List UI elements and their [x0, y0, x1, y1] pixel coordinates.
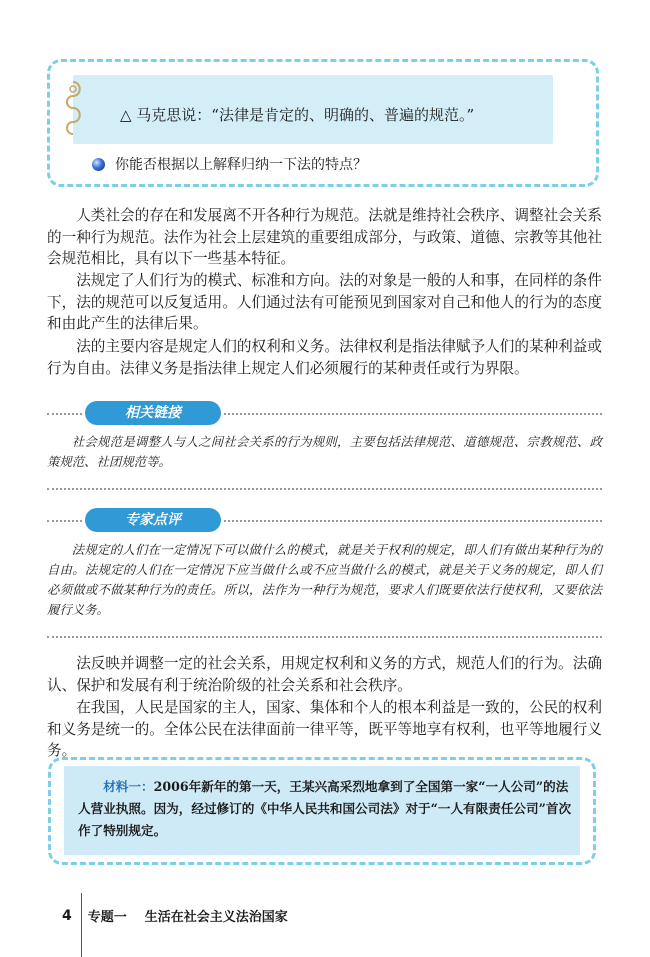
expert-review-tag: 专家点评	[85, 508, 221, 532]
expert-review-text: 法规定的人们在一定情况下可以做什么的模式，就是关于权利的规定，即人们有做出某种行为的自由。法规定的人们在一定情况下应当做什么或不应当做什么的模式，就是关于义务的规定，即人们必须做或不做某种行为的责任。所以，法作为一种行为规范，要求人们既要依法行使权利，又要依法履行义务。	[47, 542, 602, 617]
chapter-title: 生活在社会主义法治国家	[144, 910, 288, 925]
dotted-divider	[47, 488, 602, 490]
chapter-label: 专题一	[87, 910, 127, 925]
related-link-text: 社会规范是调整人与人之间社会关系的行为规则，主要包括法律规范、道德规范、宗教规范、政策规范、社团规范等。	[47, 434, 602, 469]
marx-quote: △ 马克思说：“法律是肯定的、明确的、普遍的规范。”	[120, 106, 475, 124]
related-link-tag: 相关链接	[85, 401, 221, 425]
page-number: 4	[62, 907, 72, 924]
expert-review-header	[47, 508, 602, 534]
page-footer	[62, 906, 288, 925]
paragraph-5: 在我国，人民是国家的主人，国家、集体和个人的根本利益是一致的，公民的权利和义务是统一的。全体公民在法律面前一律平等，既平等地享有权利，也平等地履行义务。	[47, 699, 602, 759]
footer-rule	[81, 893, 82, 957]
paragraph-2: 法规定了人们行为的模式、标准和方向。法的对象是一般的人和事，在同样的条件下，法的规范可以反复适用。人们通过法有可能预见到国家对自己和他人的行为的态度和由此产生的法律后果。	[47, 272, 602, 332]
material-text	[78, 776, 573, 842]
globe-bullet-icon	[92, 158, 105, 171]
binder-clip-icon	[62, 78, 84, 140]
question-text: 你能否根据以上解释归纳一下法的特点？	[115, 157, 367, 173]
question-line	[92, 154, 367, 174]
paragraph-1: 人类社会的存在和发展离不开各种行为规范。法就是维持社会秩序、调整社会关系的一种行为规范。法作为社会上层建筑的重要组成部分，与政策、道德、宗教等其他社会规范相比，具有以下一些基本特征。	[47, 207, 602, 267]
dotted-divider	[47, 636, 602, 638]
related-link-header	[47, 401, 602, 427]
material-label: 材料一：	[103, 779, 154, 794]
paragraph-4: 法反映并调整一定的社会关系，用规定权利和义务的方式，规范人们的行为。法确认、保护和发展有利于统治阶级的社会关系和社会秩序。	[47, 655, 602, 694]
paragraph-3: 法的主要内容是规定人们的权利和义务。法律权利是指法律赋予人们的某种利益或行为自由。法律义务是指法律上规定人们必须履行的某种责任或行为界限。	[47, 338, 602, 377]
material-body: 2006年新年的第一天，王某兴高采烈地拿到了全国第一家“一人公司”的法人营业执照。因为，经过修订的《中华人民共和国公司法》对于“一人有限责任公司”首次作了特别规定。	[78, 779, 572, 838]
